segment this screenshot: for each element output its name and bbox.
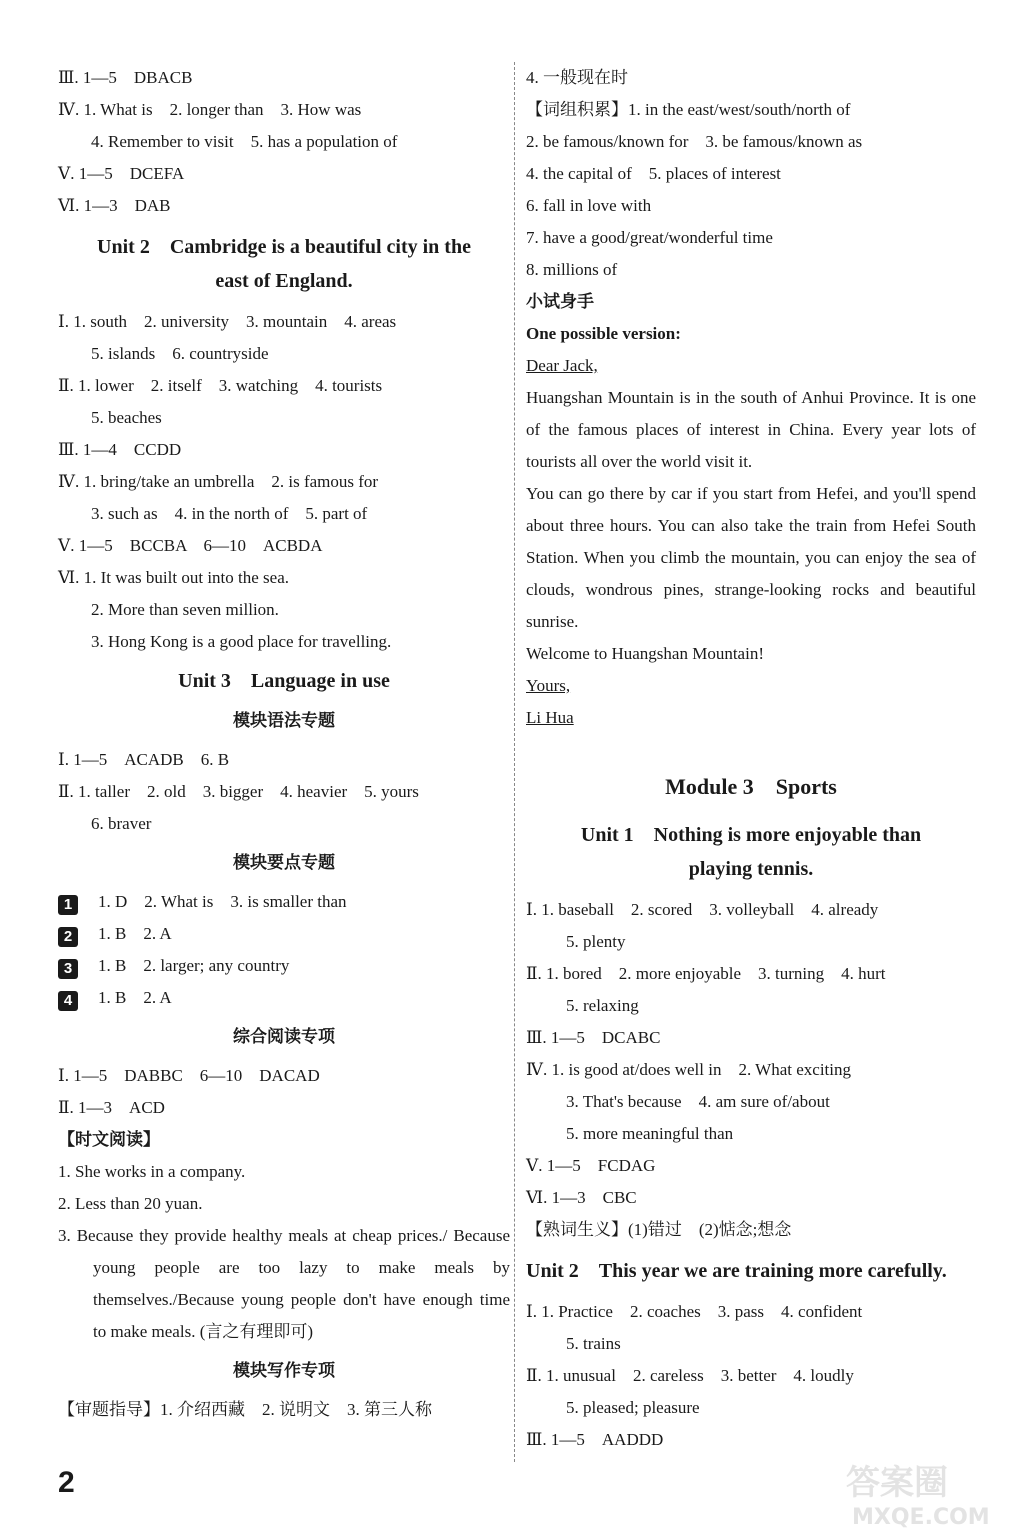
answer-line: 5. pleased; pleasure — [566, 1398, 700, 1417]
answer-line: Ⅱ. 1. bored 2. more enjoyable 3. turning 4. hurt — [526, 964, 886, 983]
answer-line: Ⅳ. 1. What is 2. longer than 3. How was — [58, 100, 362, 119]
unit-title: east of England. — [215, 270, 353, 292]
letter-greeting: Dear Jack, — [526, 356, 598, 375]
watermark-logo — [836, 1448, 1006, 1532]
answer-line: 【审题指导】1. 介绍西藏 2. 说明文 3. 第三人称 — [58, 1400, 432, 1419]
answer-line: 3. That's because 4. am sure of/about — [566, 1092, 830, 1111]
answer-line: 2. More than seven million. — [91, 600, 279, 619]
answer-line: 5. relaxing — [566, 996, 639, 1015]
answer-line: Ⅱ. 1—3 ACD — [58, 1098, 165, 1117]
keypoint-line — [58, 918, 510, 950]
letter-paragraph: Huangshan Mountain is in the south of Anhui Province. It is one of the famous places of interest in China. Every year lots of tourists all over the world visit it. — [526, 388, 976, 471]
answer-line: Ⅵ. 1. It was built out into the sea. — [58, 568, 289, 587]
answer-line: 3. Hong Kong is a good place for travelling. — [91, 632, 392, 651]
answer-line: Ⅴ. 1—5 BCCBA 6—10 ACBDA — [58, 536, 323, 555]
answer-line: One possible version: — [526, 324, 681, 343]
keypoint-line — [58, 886, 510, 918]
letter-closing: Yours, — [526, 676, 571, 695]
answer-line: 1. She works in a company. — [58, 1162, 246, 1181]
answer-line: Ⅳ. 1. is good at/does well in 2. What exciting — [526, 1060, 851, 1079]
right-column — [526, 62, 976, 1456]
answer-line: Ⅱ. 1. lower 2. itself 3. watching 4. tourists — [58, 376, 383, 395]
answer-line: Ⅰ. 1—5 DABBC 6—10 DACAD — [58, 1066, 320, 1085]
answer-line: Ⅵ. 1—3 CBC — [526, 1188, 637, 1207]
answer-line: 2. be famous/known for 3. be famous/known as — [526, 132, 863, 151]
answer-line: Ⅰ. 1. baseball 2. scored 3. volleyball 4. already — [526, 900, 879, 919]
answer-line: 7. have a good/great/wonderful time — [526, 228, 773, 247]
answer-line: Ⅰ. 1—5 ACADB 6. B — [58, 750, 230, 769]
number-badge-icon: 2 — [58, 927, 78, 947]
letter-paragraph: You can go there by car if you start from Hefei, and you'll spend about three hours. You can also take the train from Hefei South Station. When you climb the mountain, you can enjoy the sea of clouds, wondrous pines, strange-looking rocks and beautiful sunrise. — [526, 484, 976, 631]
unit-title: Unit 2 This year we are training more carefully. — [526, 1260, 947, 1282]
module-title: Module 3 Sports — [665, 774, 837, 799]
answer-line: Ⅵ. 1—3 DAB — [58, 196, 171, 215]
page-number: 2 — [58, 1466, 75, 1499]
keypoint-text: 1. D 2. What is 3. is smaller than — [98, 892, 347, 911]
letter-signature: Li Hua — [526, 708, 574, 727]
unit-title: Unit 3 Language in use — [178, 670, 390, 692]
answer-line: 2. Less than 20 yuan. — [58, 1194, 203, 1213]
unit-title: Unit 1 Nothing is more enjoyable than — [580, 824, 922, 846]
answer-line: 【时文阅读】 — [58, 1130, 160, 1149]
number-badge-icon: 1 — [58, 895, 78, 915]
answer-line: 小试身手 — [526, 292, 594, 311]
answer-paragraph: 3. Because they provide healthy meals at cheap prices./ Because young people are too lazy to make meals by themselves./Because young people don't have enough time to make meals. (言之有理即可) — [58, 1226, 510, 1341]
keypoint-line — [58, 982, 510, 1014]
answer-line: 【熟词生义】(1)错过 (2)惦念;想念 — [526, 1220, 792, 1239]
answer-line: Ⅴ. 1—5 DCEFA — [58, 164, 185, 183]
keypoint-text: 1. B 2. A — [98, 924, 172, 943]
column-divider — [514, 62, 515, 1462]
unit-title: playing tennis. — [688, 858, 814, 880]
answer-line: 4. 一般现在时 — [526, 68, 628, 87]
number-badge-icon: 4 — [58, 991, 78, 1011]
letter-paragraph: Welcome to Huangshan Mountain! — [526, 644, 764, 663]
answer-line: 3. such as 4. in the north of 5. part of — [91, 504, 368, 523]
left-column — [58, 62, 510, 1426]
keypoint-text: 1. B 2. larger; any country — [98, 956, 290, 975]
section-title: 模块要点专题 — [233, 853, 335, 872]
answer-line: 5. more meaningful than — [566, 1124, 734, 1143]
unit-title: Unit 2 Cambridge is a beautiful city in the — [97, 236, 471, 258]
answer-line: Ⅳ. 1. bring/take an umbrella 2. is famous for — [58, 472, 379, 491]
answer-line: 5. islands 6. countryside — [91, 344, 269, 363]
answer-line: Ⅲ. 1—4 CCDD — [58, 440, 182, 459]
answer-line: Ⅰ. 1. Practice 2. coaches 3. pass 4. confident — [526, 1302, 863, 1321]
answer-line: Ⅰ. 1. south 2. university 3. mountain 4. areas — [58, 312, 397, 331]
answer-line: 8. millions of — [526, 260, 618, 279]
answer-line: 5. beaches — [91, 408, 162, 427]
answer-line: 6. braver — [91, 814, 152, 833]
answer-line: Ⅴ. 1—5 FCDAG — [526, 1156, 656, 1175]
answer-line: 5. plenty — [566, 932, 626, 951]
answer-line: 【词组积累】1. in the east/west/south/north of — [526, 100, 851, 119]
section-title: 模块语法专题 — [233, 711, 335, 730]
answer-line: 6. fall in love with — [526, 196, 652, 215]
keypoint-line — [58, 950, 510, 982]
svg-text:答案圈: 答案圈 — [846, 1463, 948, 1503]
answer-line: 4. the capital of 5. places of interest — [526, 164, 781, 183]
answer-line: Ⅲ. 1—5 DCABC — [526, 1028, 661, 1047]
answer-line: Ⅱ. 1. taller 2. old 3. bigger 4. heavier 5. yours — [58, 782, 419, 801]
answer-line: 5. trains — [566, 1334, 621, 1353]
section-title: 综合阅读专项 — [233, 1027, 335, 1046]
answer-line: Ⅲ. 1—5 DBACB — [58, 68, 193, 87]
answer-line: Ⅲ. 1—5 AADDD — [526, 1430, 664, 1449]
keypoint-text: 1. B 2. A — [98, 988, 172, 1007]
answer-line: Ⅱ. 1. unusual 2. careless 3. better 4. loudly — [526, 1366, 854, 1385]
section-title: 模块写作专项 — [233, 1361, 335, 1380]
number-badge-icon: 3 — [58, 959, 78, 979]
svg-text:MXQE.COM: MXQE.COM — [852, 1505, 990, 1530]
answer-line: 4. Remember to visit 5. has a population of — [91, 132, 398, 151]
